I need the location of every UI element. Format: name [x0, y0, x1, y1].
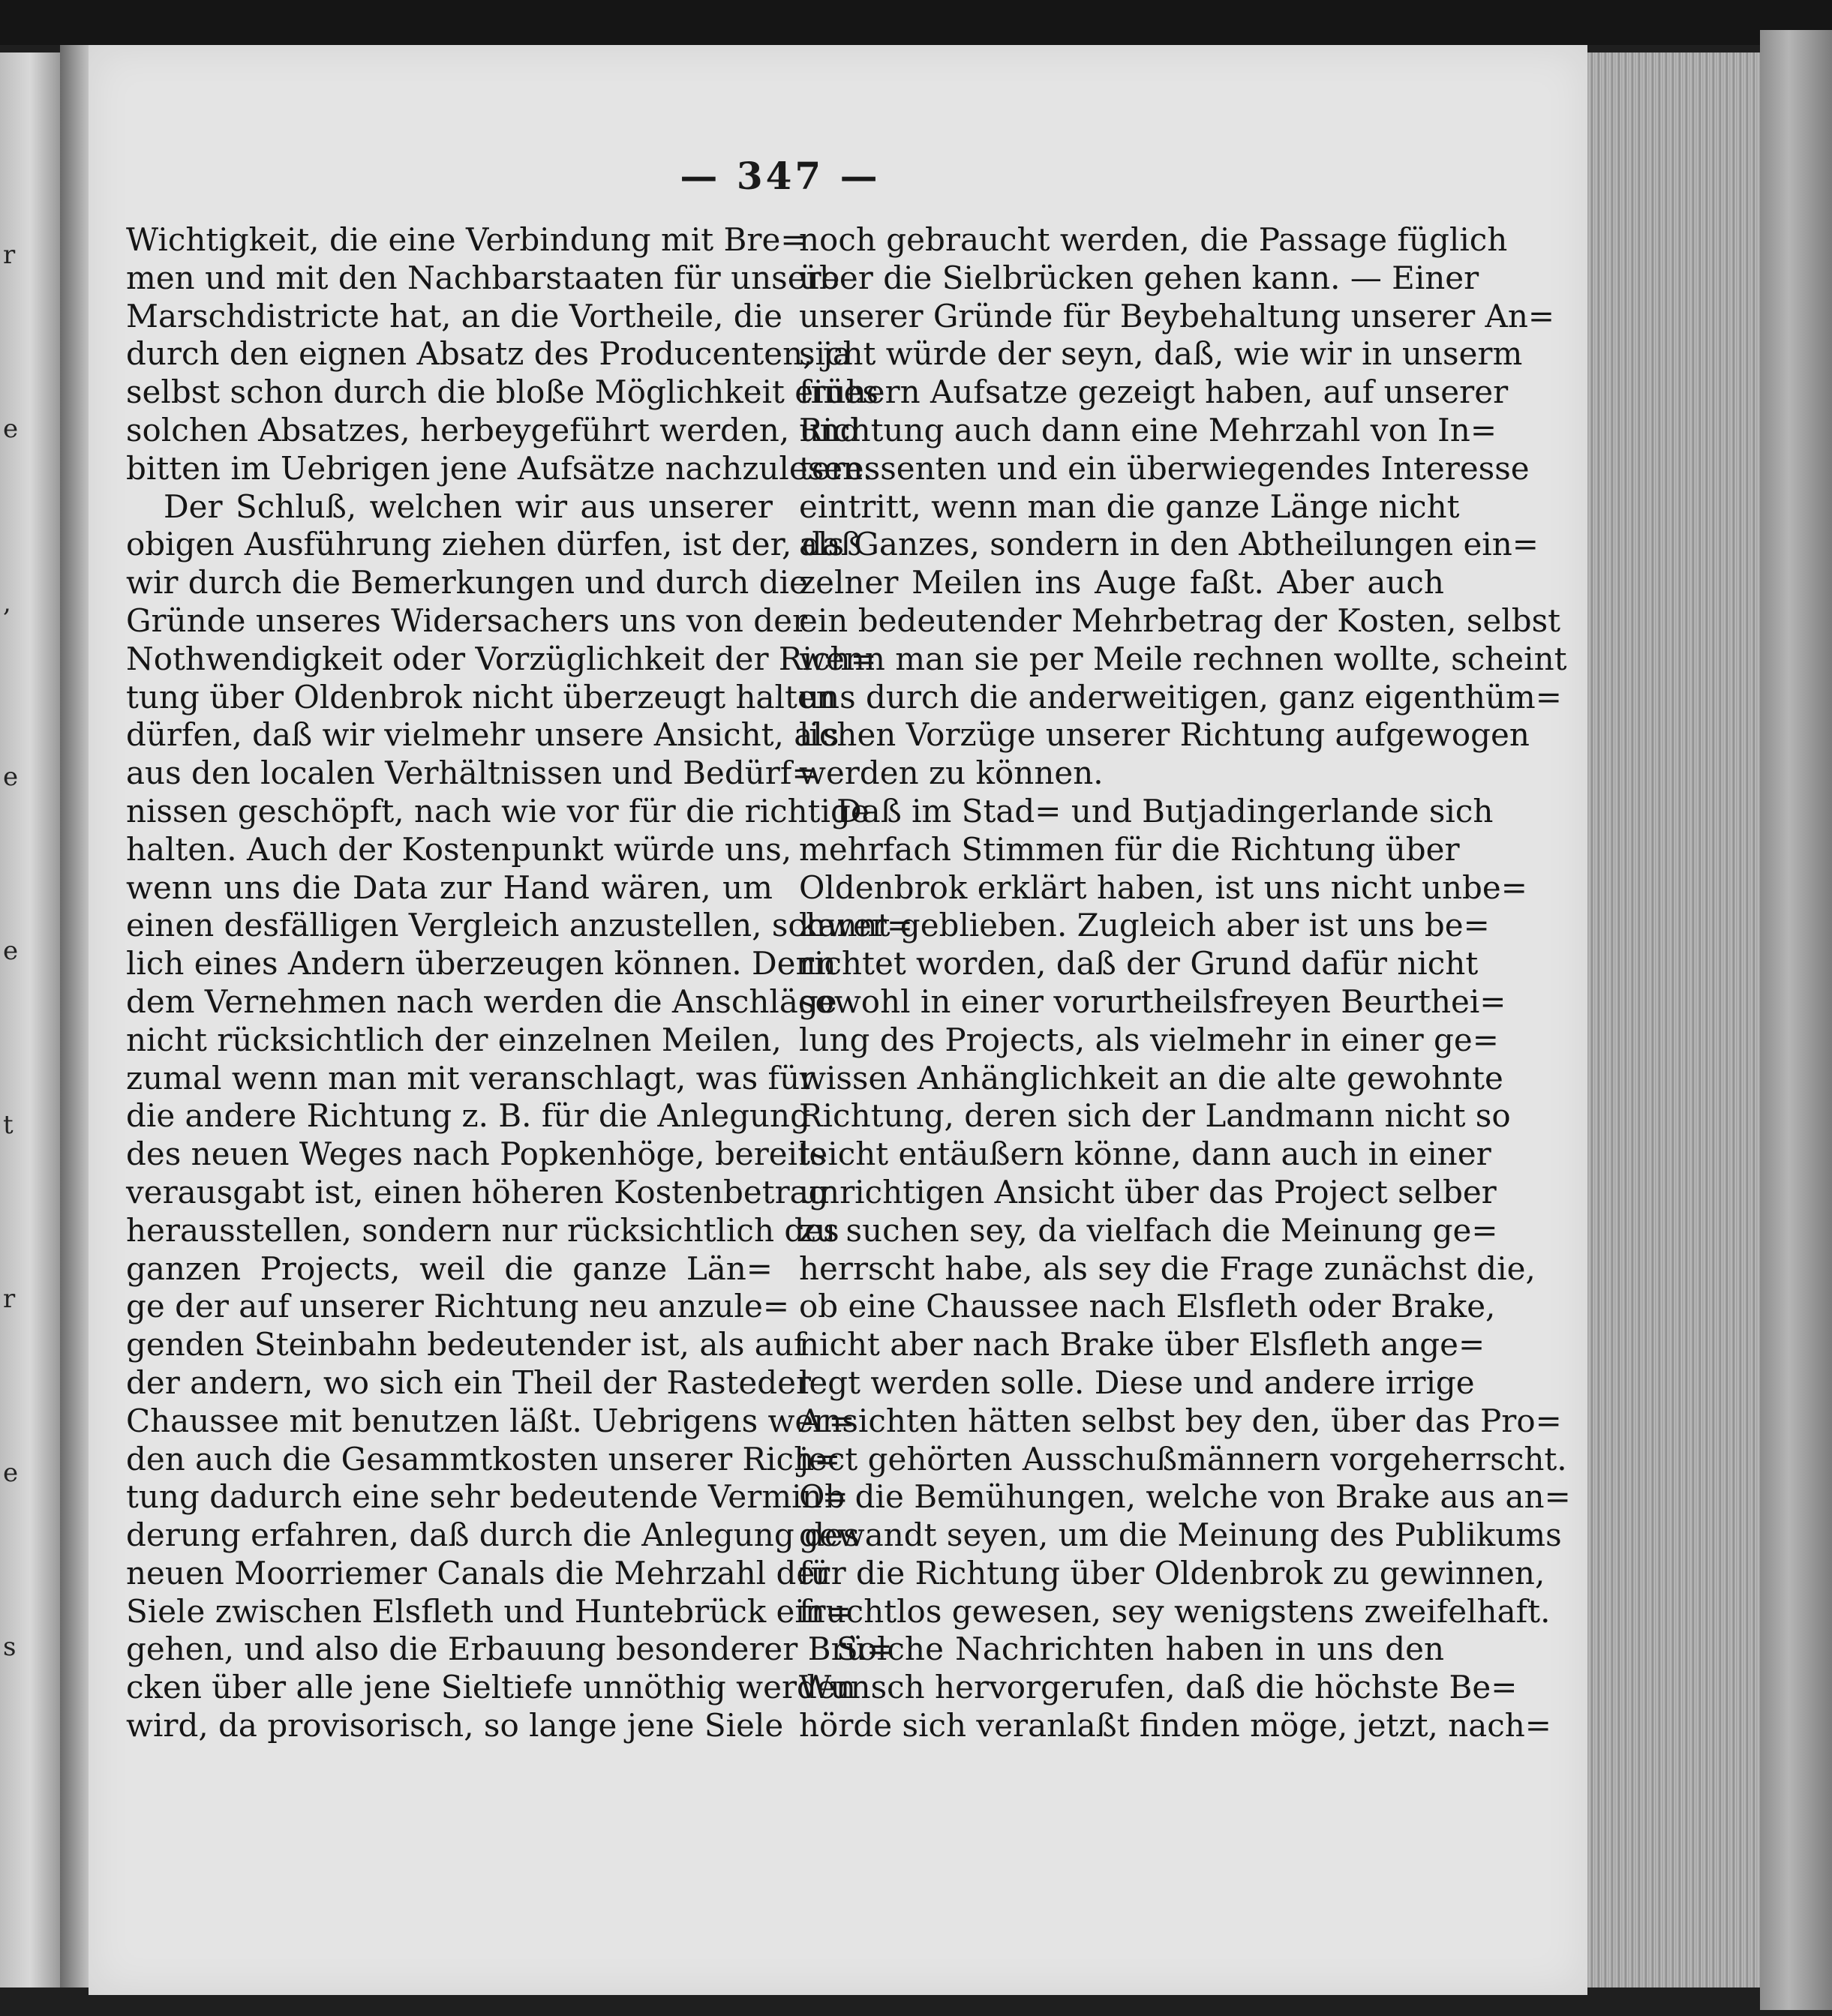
text-line: Nothwendigkeit oder Vorzüglichkeit der Rich= — [126, 640, 877, 677]
text-line: ganzen Projects, weil die ganze Län= — [126, 1250, 773, 1287]
text-line: Chaussee mit benutzen läßt. Uebrigens wer= — [126, 1402, 855, 1439]
text-line: dem Vernehmen nach werden die Anschläge — [126, 982, 837, 1020]
text-line: kannt geblieben. Zugleich aber ist uns be= — [799, 907, 1490, 944]
text-line: über die Sielbrücken gehen kann. — Einer — [799, 259, 1479, 296]
text-line: durch den eignen Absatz des Producenten, ja — [126, 335, 851, 373]
edge-character: s — [3, 1632, 17, 1662]
edge-character: e — [3, 936, 19, 966]
text-line: werden zu können. — [799, 754, 1104, 792]
text-line: mehrfach Stimmen für die Richtung über — [799, 830, 1460, 868]
text-line: unrichtigen Ansicht über das Project selber — [799, 1173, 1497, 1210]
text-line: lich eines Andern überzeugen können. Denn — [126, 945, 836, 982]
text-line: legt werden solle. Diese und andere irrige — [799, 1364, 1475, 1401]
text-line: zumal wenn man mit veranschlagt, was für — [126, 1059, 815, 1096]
text-line: teressenten und ein überwiegendes Interesse — [799, 449, 1530, 487]
text-line: tung über Oldenbrok nicht überzeugt halten — [126, 678, 836, 716]
text-line: herausstellen, sondern nur rücksichtlich des — [126, 1211, 839, 1249]
text-line: Richtung, deren sich der Landmann nicht so — [799, 1097, 1511, 1135]
text-line: wenn man sie per Meile rechnen wollte, scheint — [799, 640, 1567, 677]
book-cover-edge — [1760, 30, 1832, 2010]
text-line: als Ganzes, sondern in den Abtheilungen ein= — [799, 526, 1539, 563]
page-number: — 347 — — [680, 154, 881, 198]
text-line: einen desfälligen Vergleich anzustellen, schwer= — [126, 907, 914, 944]
edge-character: e — [3, 414, 19, 444]
edge-character: r — [3, 1284, 16, 1314]
text-line: Ansichten hätten selbst bey den, über das Pro= — [799, 1402, 1562, 1439]
text-line: fruchtlos gewesen, sey wenigstens zweifelhaft. — [799, 1592, 1551, 1630]
text-line: leicht entäußern könne, dann auch in einer — [799, 1136, 1491, 1173]
text-line: Oldenbrok erklärt haben, ist uns nicht unbe= — [799, 868, 1527, 906]
text-line: solchen Absatzes, herbeygeführt werden, und — [126, 411, 860, 448]
text-line: Wichtigkeit, die eine Verbindung mit Bre= — [126, 221, 807, 258]
text-line: ob eine Chaussee nach Elsfleth oder Brake, — [799, 1288, 1496, 1325]
previous-page-edge — [0, 52, 60, 1988]
text-line: Siele zwischen Elsfleth und Huntebrück ein= — [126, 1592, 852, 1630]
text-line: sowohl in einer vorurtheilsfreyen Beurthei= — [799, 982, 1506, 1020]
text-line: lichen Vorzüge unserer Richtung aufgewogen — [799, 716, 1530, 754]
text-line: gehen, und also die Erbauung besonderer Brü= — [126, 1630, 893, 1668]
text-line: Gründe unseres Widersachers uns von der — [126, 602, 808, 639]
text-line: eintritt, wenn man die ganze Länge nicht — [799, 488, 1460, 525]
text-line: Wunsch hervorgerufen, daß die höchste Be= — [799, 1669, 1518, 1706]
text-line: wir durch die Bemerkungen und durch die — [126, 564, 808, 602]
text-line: Marschdistricte hat, an die Vortheile, die — [126, 297, 782, 334]
text-line: sicht würde der seyn, daß, wie wir in unserm — [799, 335, 1523, 373]
right-text-column — [799, 221, 1571, 1745]
text-line: zu suchen sey, da vielfach die Meinung ge= — [799, 1211, 1498, 1249]
text-line: dürfen, daß wir vielmehr unsere Ansicht, als — [126, 716, 839, 754]
text-line: gewandt seyen, um die Meinung des Publikums — [799, 1516, 1562, 1554]
text-line: Daß im Stad= und Butjadingerlande sich — [836, 792, 1494, 830]
edge-character: e — [3, 1458, 19, 1488]
text-line: für die Richtung über Oldenbrok zu gewinnen, — [799, 1554, 1545, 1592]
text-line: des neuen Weges nach Popkenhöge, bereits — [126, 1136, 827, 1173]
text-line: unserer Gründe für Beybehaltung unserer An= — [799, 297, 1555, 334]
edge-character: , — [3, 588, 11, 618]
text-line: uns durch die anderweitigen, ganz eigenthüm= — [799, 678, 1562, 716]
text-line: obigen Ausführung ziehen dürfen, ist der, daß — [126, 526, 862, 563]
text-line: men und mit den Nachbarstaaten für unsere — [126, 259, 840, 296]
edge-character: t — [3, 1110, 14, 1140]
text-line: wird, da provisorisch, so lange jene Siele — [126, 1707, 784, 1744]
text-line: Der Schluß, welchen wir aus unserer — [164, 488, 773, 525]
text-line: cken über alle jene Sieltiefe unnöthig werden — [126, 1669, 856, 1706]
text-line: den auch die Gesammtkosten unserer Rich= — [126, 1440, 841, 1478]
text-line: derung erfahren, daß durch die Anlegung des — [126, 1516, 860, 1554]
text-line: Richtung auch dann eine Mehrzahl von In= — [799, 411, 1497, 448]
text-line: zelner Meilen ins Auge faßt. Aber auch — [799, 564, 1444, 602]
text-line: aus den localen Verhältnissen und Bedürf= — [126, 754, 818, 792]
edge-character: r — [3, 240, 16, 270]
text-line: ge der auf unserer Richtung neu anzule= — [126, 1288, 790, 1325]
text-line: selbst schon durch die bloße Möglichkeit eines — [126, 374, 878, 411]
text-line: genden Steinbahn bedeutender ist, als auf — [126, 1326, 806, 1364]
edge-character: e — [3, 762, 19, 792]
page-block-edges — [1587, 52, 1760, 1988]
text-line: Solche Nachrichten haben in uns den — [836, 1630, 1444, 1668]
text-line: nicht aber nach Brake über Elsfleth ange= — [799, 1326, 1485, 1364]
text-line: der andern, wo sich ein Theil der Rasteder — [126, 1364, 812, 1401]
text-line: Ob die Bemühungen, welche von Brake aus an= — [799, 1478, 1571, 1516]
text-line: herrscht habe, als sey die Frage zunächst die, — [799, 1250, 1536, 1287]
text-line: bitten im Uebrigen jene Aufsätze nachzulesen. — [126, 449, 873, 487]
text-line: frühern Aufsatze gezeigt haben, auf unserer — [799, 374, 1509, 411]
text-line: wissen Anhänglichkeit an die alte gewohnte — [799, 1059, 1503, 1096]
text-line: richtet worden, daß der Grund dafür nicht — [799, 945, 1479, 982]
text-line: tung dadurch eine sehr bedeutende Vermin= — [126, 1478, 848, 1516]
text-line: die andere Richtung z. B. für die Anlegung — [126, 1097, 810, 1135]
text-line: lung des Projects, als vielmehr in einer ge= — [799, 1021, 1499, 1058]
text-line: neuen Moorriemer Canals die Mehrzahl der — [126, 1554, 830, 1592]
left-text-column — [126, 221, 914, 1745]
text-line: nissen geschöpft, nach wie vor für die richtige — [126, 792, 869, 830]
book-gutter — [60, 45, 90, 1988]
text-line: noch gebraucht werden, die Passage füglich — [799, 221, 1508, 258]
top-background — [0, 0, 1832, 45]
text-line: ein bedeutender Mehrbetrag der Kosten, selbst — [799, 602, 1561, 639]
text-line: nicht rücksichtlich der einzelnen Meilen, — [126, 1021, 782, 1058]
text-line: hörde sich veranlaßt finden möge, jetzt, nach= — [799, 1707, 1551, 1744]
text-line: verausgabt ist, einen höheren Kostenbetrag — [126, 1173, 829, 1210]
text-line: ject gehörten Ausschußmännern vorgeherrscht. — [799, 1440, 1567, 1478]
text-line: halten. Auch der Kostenpunkt würde uns, — [126, 830, 792, 868]
text-line: wenn uns die Data zur Hand wären, um — [126, 868, 773, 906]
